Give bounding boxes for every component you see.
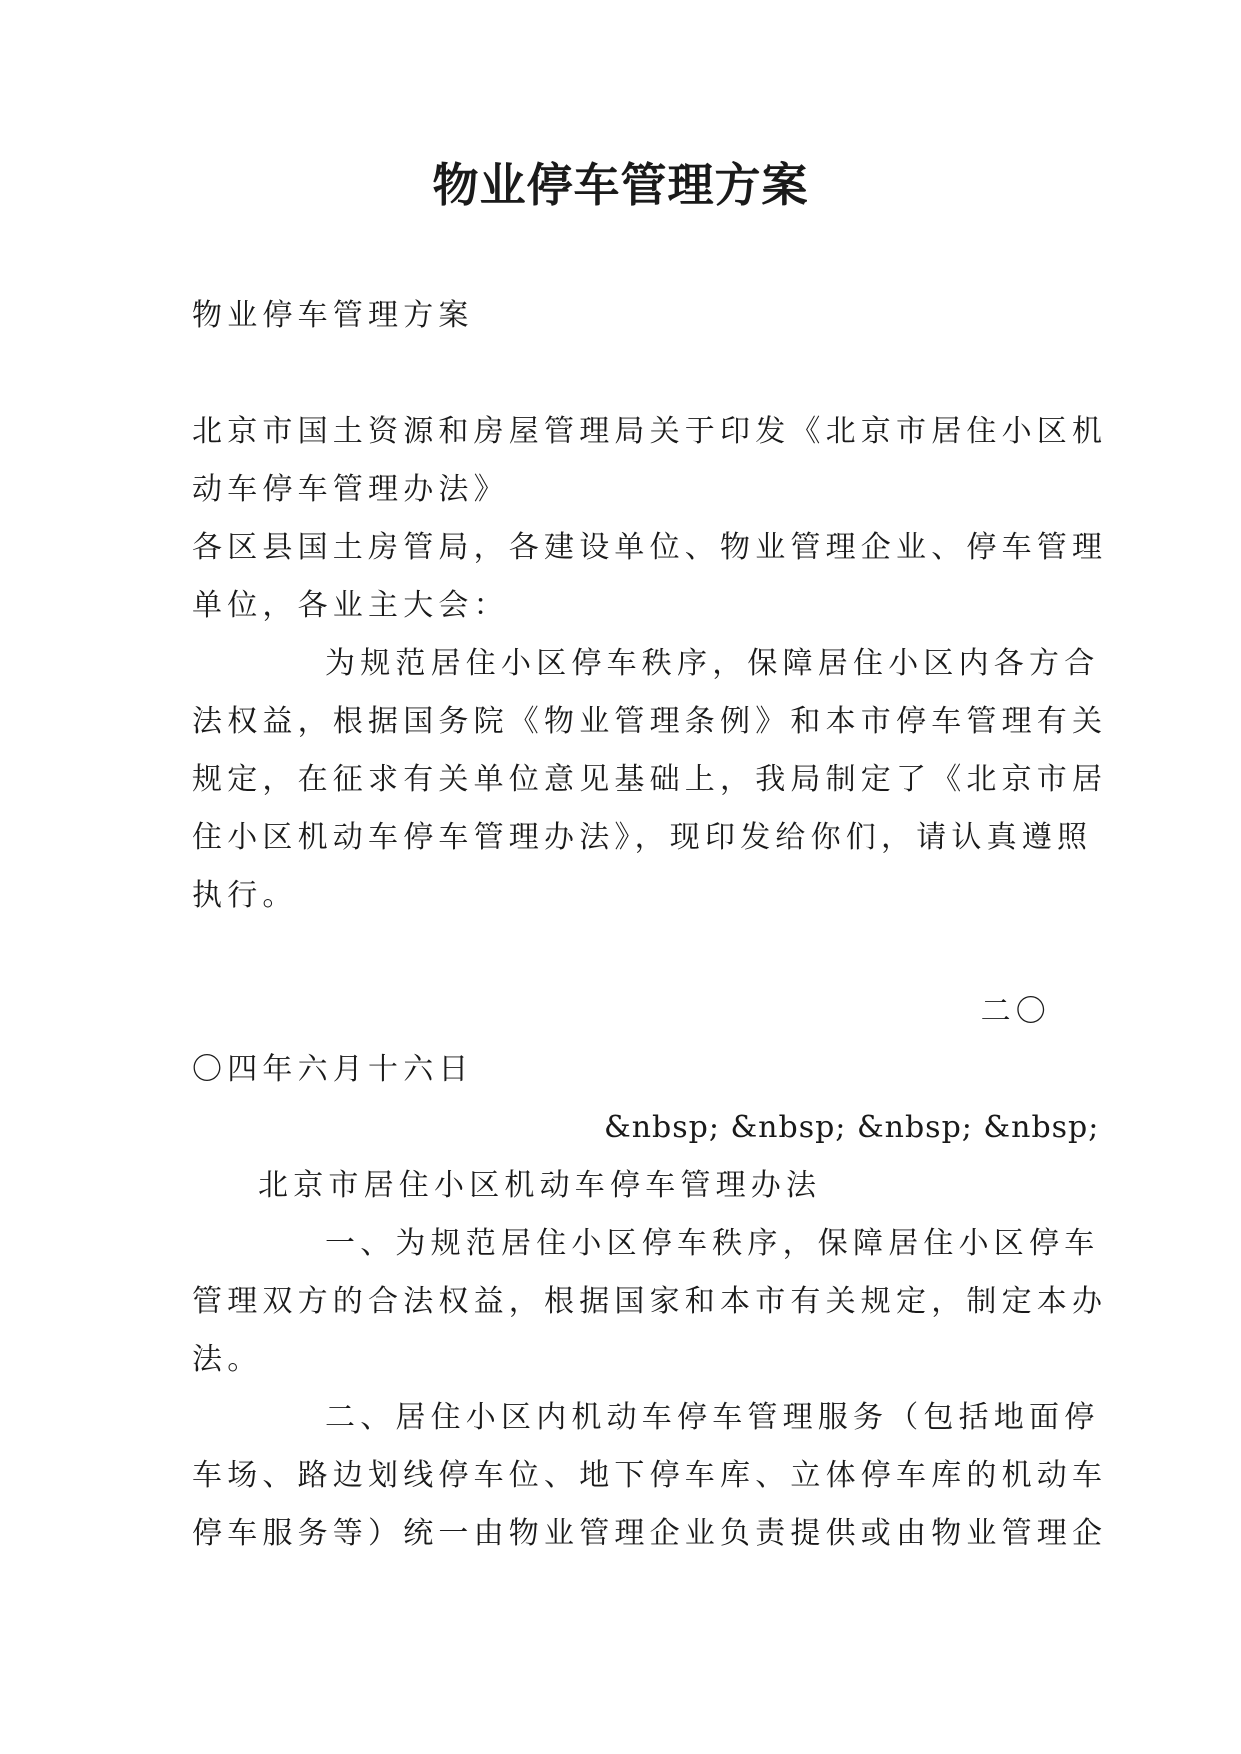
body-line: 一、为规范居住小区停车秩序，保障居住小区停车 xyxy=(325,1226,1100,1261)
body-line: 北京市国土资源和房屋管理局关于印发《北京市居住小区机 xyxy=(192,414,1108,449)
body-line: 车场、路边划线停车位、地下停车库、立体停车库的机动车 xyxy=(192,1458,1108,1493)
body-line: 管理双方的合法权益，根据国家和本市有关规定，制定本办 xyxy=(192,1284,1108,1319)
nbsp-line: &nbsp; &nbsp; &nbsp; &nbsp; xyxy=(604,1110,1100,1145)
body-line: 单位，各业主大会： xyxy=(192,588,509,623)
body-line: 住小区机动车停车管理办法》，现印发给你们，请认真遵照 xyxy=(192,820,1093,855)
date-line-part2: 〇四年六月十六日 xyxy=(192,1052,474,1087)
body-line: 二、居住小区内机动车停车管理服务（包括地面停 xyxy=(325,1400,1100,1435)
body-line: 法。 xyxy=(192,1342,263,1377)
body-line: 停车服务等）统一由物业管理企业负责提供或由物业管理企 xyxy=(192,1516,1108,1551)
body-line: 动车停车管理办法》 xyxy=(192,472,509,507)
body-line: 执行。 xyxy=(192,878,298,913)
date-line-part1: 二〇 xyxy=(980,994,1051,1029)
body-line: 为规范居住小区停车秩序，保障居住小区内各方合 xyxy=(325,646,1100,681)
body-line: 规定，在征求有关单位意见基础上，我局制定了《北京市居 xyxy=(192,762,1108,797)
document-title: 物业停车管理方案 xyxy=(432,158,809,212)
body-line: 法权益，根据国务院《物业管理条例》和本市停车管理有关 xyxy=(192,704,1108,739)
section-heading: 北京市居住小区机动车停车管理办法 xyxy=(258,1168,822,1203)
body-line: 各区县国土房管局，各建设单位、物业管理企业、停车管理 xyxy=(192,530,1108,565)
subtitle-line: 物业停车管理方案 xyxy=(192,298,474,333)
